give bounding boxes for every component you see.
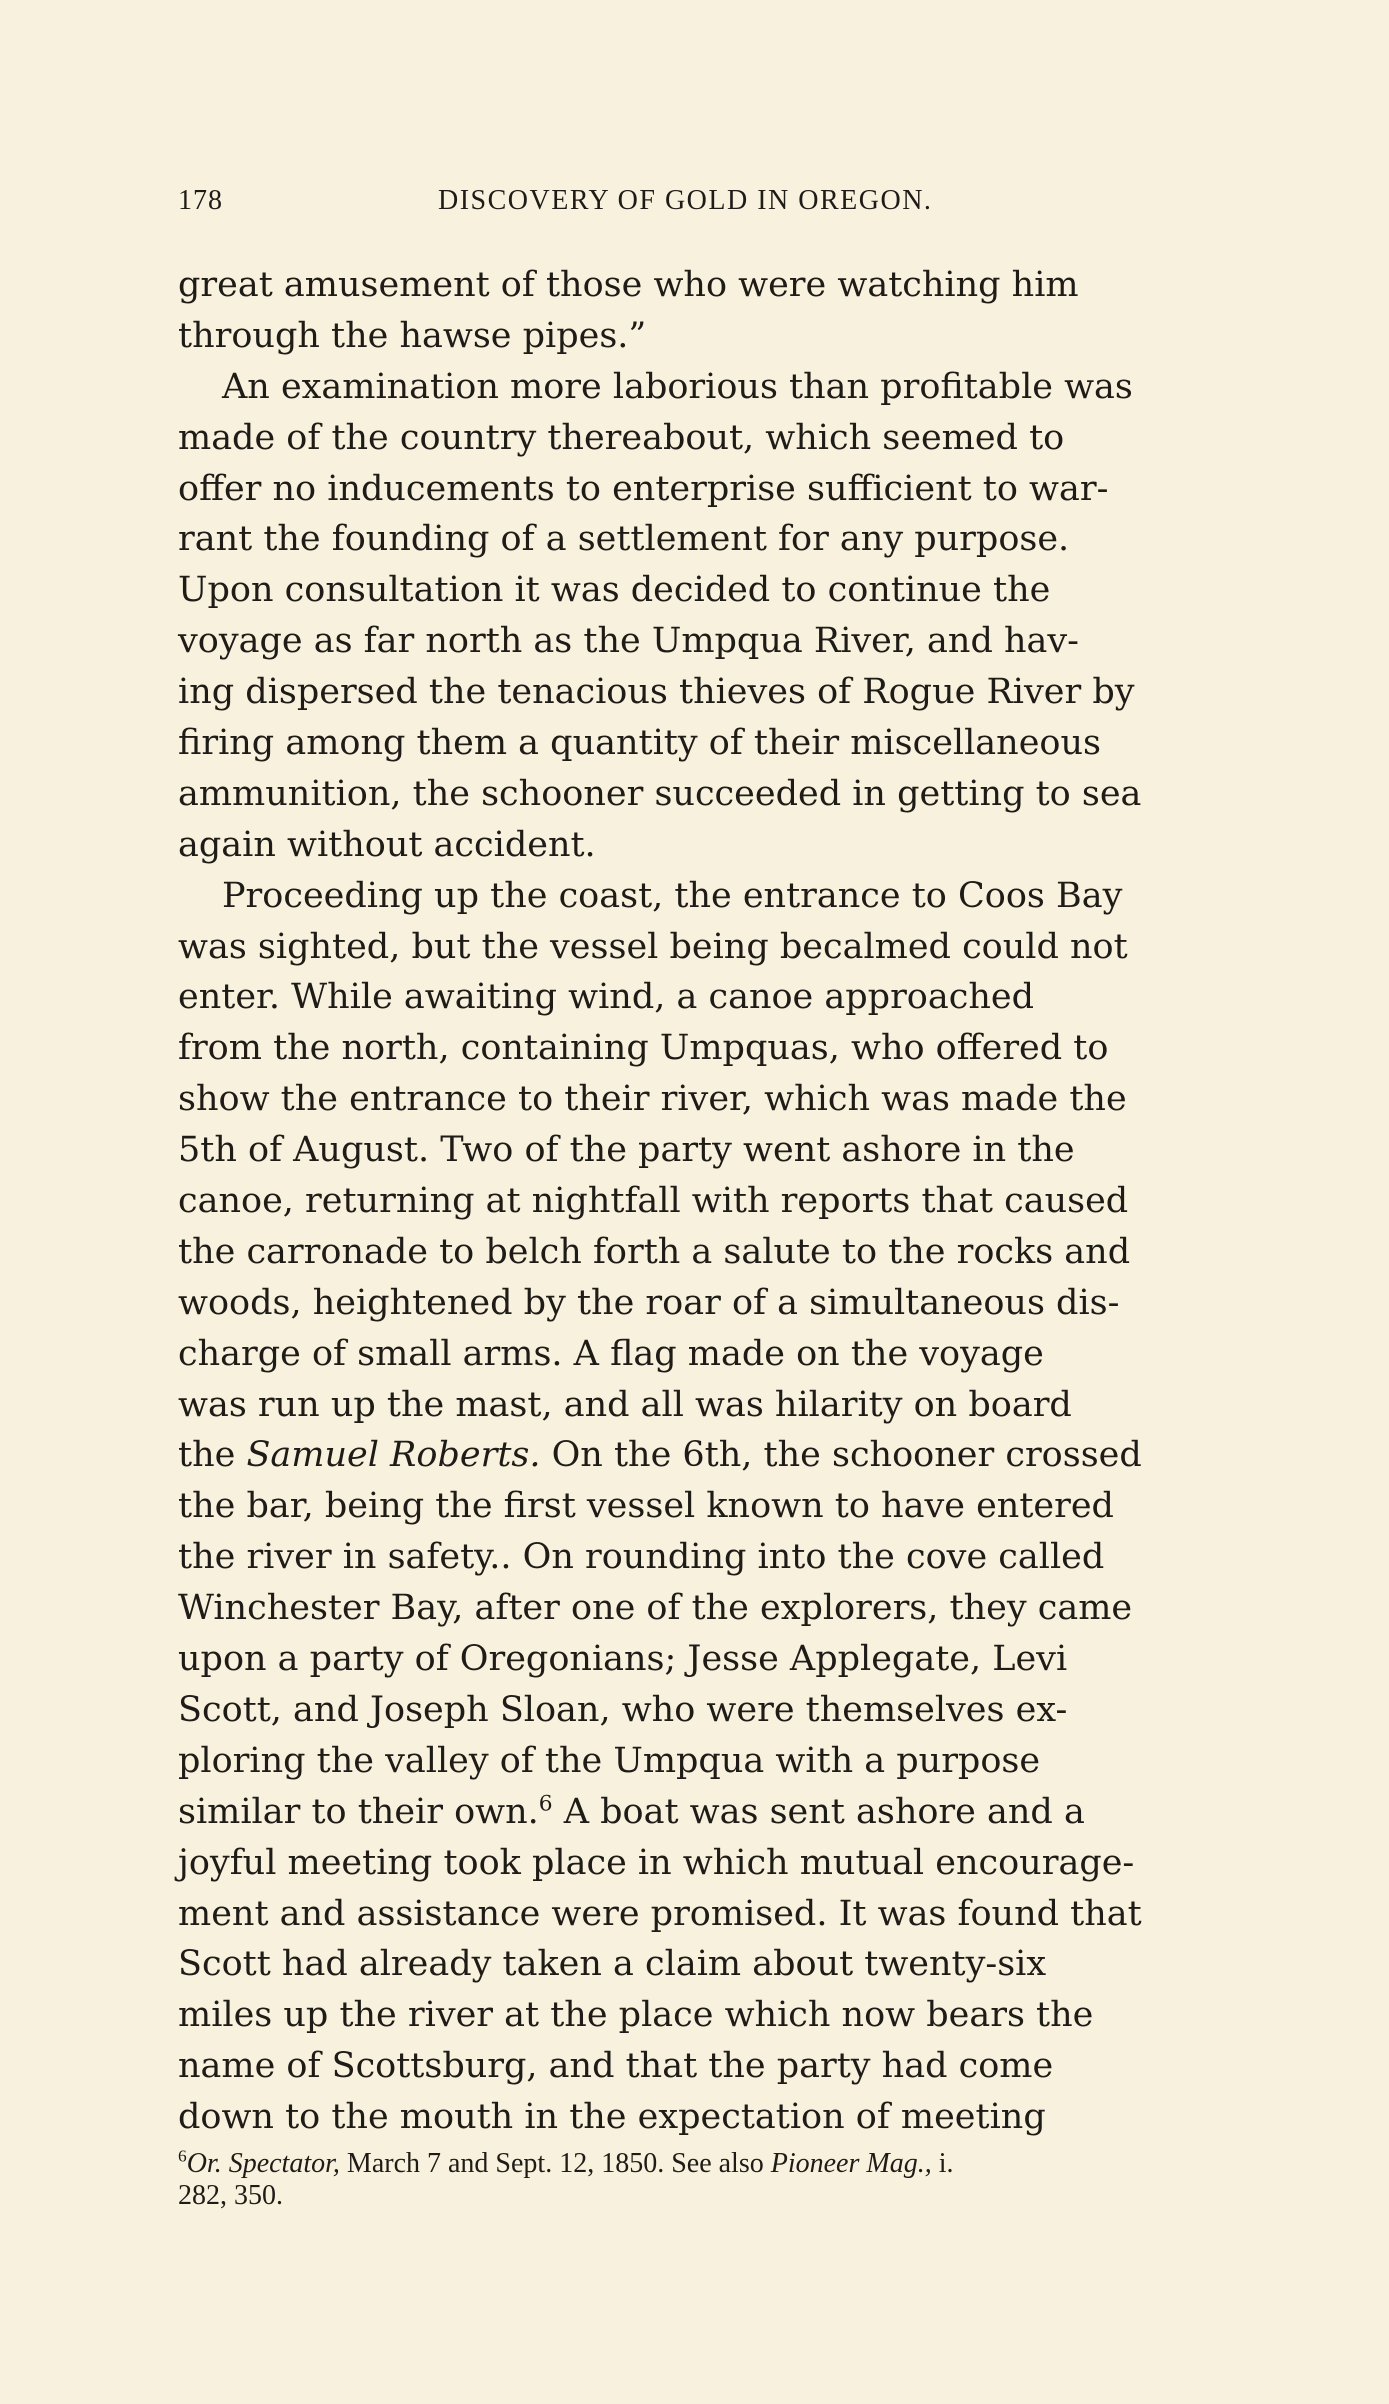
text-line: great amusement of those who were watching him xyxy=(178,265,1079,305)
text-line: charge of small arms. A flag made on the voyage xyxy=(178,1333,1044,1374)
ship-name-italic: Samuel Roberts. xyxy=(246,1435,541,1476)
text-line: enter. While awaiting wind, a canoe approached xyxy=(178,977,1034,1018)
text-line: Scott had already taken a claim about twenty-six xyxy=(178,1944,1047,1985)
text-line: Winchester Bay, after one of the explorers, they came xyxy=(178,1588,1133,1629)
text-line: was sighted, but the vessel being becalmed could not xyxy=(178,926,1128,967)
text-line: Upon consultation it was decided to continue the xyxy=(178,570,1051,611)
footnote-source: Or. Spectator, xyxy=(186,2148,340,2179)
text-line: ammunition, the schooner succeeded in getting to sea xyxy=(178,773,1142,814)
footnote-line: 282, 350. xyxy=(178,2180,283,2211)
text-line: down to the mouth in the expectation of meeting xyxy=(178,2097,1046,2138)
text-line: the bar, being the first vessel known to have entered xyxy=(178,1486,1114,1527)
page-number: 178 xyxy=(178,185,223,216)
text-line: upon a party of Oregonians; Jesse Applegate, Levi xyxy=(178,1639,1068,1680)
text-line: rant the founding of a settlement for any purpose. xyxy=(178,519,1070,560)
text-line: through the hawse pipes.” xyxy=(178,315,647,356)
footnote-line xyxy=(178,2148,1298,2180)
text-line-with-ship-name xyxy=(178,1430,1298,1481)
text-line: from the north, containing Umpquas, who offered to xyxy=(178,1028,1109,1069)
page-header xyxy=(178,185,1058,225)
footnote-marker: 6 xyxy=(178,2146,187,2166)
footnote xyxy=(178,2148,1298,2212)
footnote-reference[interactable]: 6 xyxy=(538,1791,553,1817)
text-line: woods, heightened by the roar of a simultaneous dis- xyxy=(178,1282,1120,1323)
footnote-text: i. xyxy=(931,2148,954,2179)
text-line: ploring the valley of the Umpqua with a purpose xyxy=(178,1740,1041,1781)
text-line: firing among them a quantity of their miscellaneous xyxy=(178,723,1102,764)
text-line: ing dispersed the tenacious thieves of Rogue River by xyxy=(178,672,1135,713)
text-line: the carronade to belch forth a salute to the rocks and xyxy=(178,1231,1131,1272)
body-text xyxy=(178,260,1298,2143)
text-segment: the xyxy=(178,1435,247,1476)
footnote-text: March 7 and Sept. 12, 1850. See also xyxy=(339,2148,771,2179)
text-line: voyage as far north as the Umpqua River, and hav- xyxy=(178,621,1079,662)
text-line: canoe, returning at nightfall with reports that caused xyxy=(178,1181,1129,1222)
text-segment: similar to their own. xyxy=(178,1791,539,1832)
text-line: the river in safety.. On rounding into the cove called xyxy=(178,1537,1105,1578)
text-line: joyful meeting took place in which mutual encourage- xyxy=(178,1842,1135,1883)
text-line: made of the country thereabout, which seemed to xyxy=(178,417,1065,458)
text-line: ment and assistance were promised. It was found that xyxy=(178,1893,1142,1934)
text-segment: On the 6th, the schooner crossed xyxy=(540,1435,1142,1476)
paragraph-start-line: Proceeding up the coast, the entrance to Coos Bay xyxy=(222,875,1123,916)
text-line: Scott, and Joseph Sloan, who were themselves ex- xyxy=(178,1689,1068,1730)
text-line: 5th of August. Two of the party went ashore in the xyxy=(178,1130,1075,1171)
footnote-magazine: Pioneer Mag., xyxy=(770,2148,932,2179)
text-line: name of Scottsburg, and that the party had come xyxy=(178,2046,1054,2087)
text-line: was run up the mast, and all was hilarity on board xyxy=(178,1384,1072,1425)
running-head: DISCOVERY OF GOLD IN OREGON. xyxy=(438,185,933,216)
text-segment: A boat was sent ashore and a xyxy=(552,1791,1085,1832)
text-line: miles up the river at the place which now bears the xyxy=(178,1995,1094,2036)
text-line-with-footnote-ref xyxy=(178,1787,1298,1838)
paragraph-start-line: An examination more laborious than profitable was xyxy=(222,366,1133,407)
text-line: show the entrance to their river, which was made the xyxy=(178,1079,1127,1120)
text-line: again without accident. xyxy=(178,824,596,865)
text-line: offer no inducements to enterprise sufficient to war- xyxy=(178,468,1109,509)
